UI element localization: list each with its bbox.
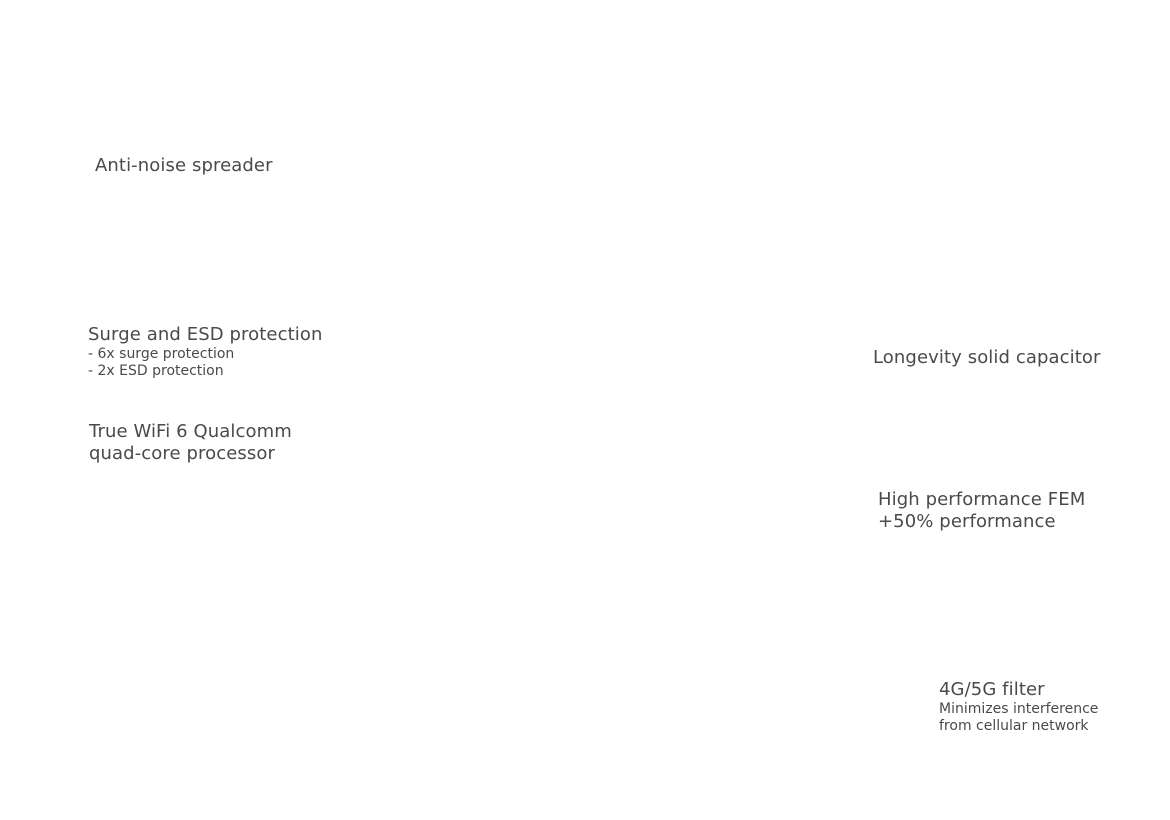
feature-high-performance-fem: [878, 489, 1085, 533]
feature-surge-esd-protection: [88, 324, 322, 380]
feature-title: Surge and ESD protection: [88, 324, 323, 345]
feature-detail: - 6x surge protection: [88, 346, 235, 362]
feature-4g5g-filter: [939, 679, 1098, 735]
feature-wifi6-processor: [89, 421, 292, 465]
feature-detail: from cellular network: [939, 718, 1089, 734]
feature-title: Longevity solid capacitor: [873, 347, 1101, 368]
feature-detail: - 2x ESD protection: [88, 363, 224, 379]
feature-title: High performance FEM: [878, 489, 1086, 510]
feature-detail: Minimizes interference: [939, 701, 1099, 717]
feature-title: +50% performance: [878, 511, 1056, 532]
feature-title: quad-core processor: [89, 443, 275, 464]
feature-anti-noise-spreader: [95, 155, 273, 177]
feature-solid-capacitor: [873, 347, 1101, 369]
feature-title: True WiFi 6 Qualcomm: [89, 421, 292, 442]
feature-title: Anti-noise spreader: [95, 155, 273, 176]
feature-title: 4G/5G filter: [939, 679, 1045, 700]
